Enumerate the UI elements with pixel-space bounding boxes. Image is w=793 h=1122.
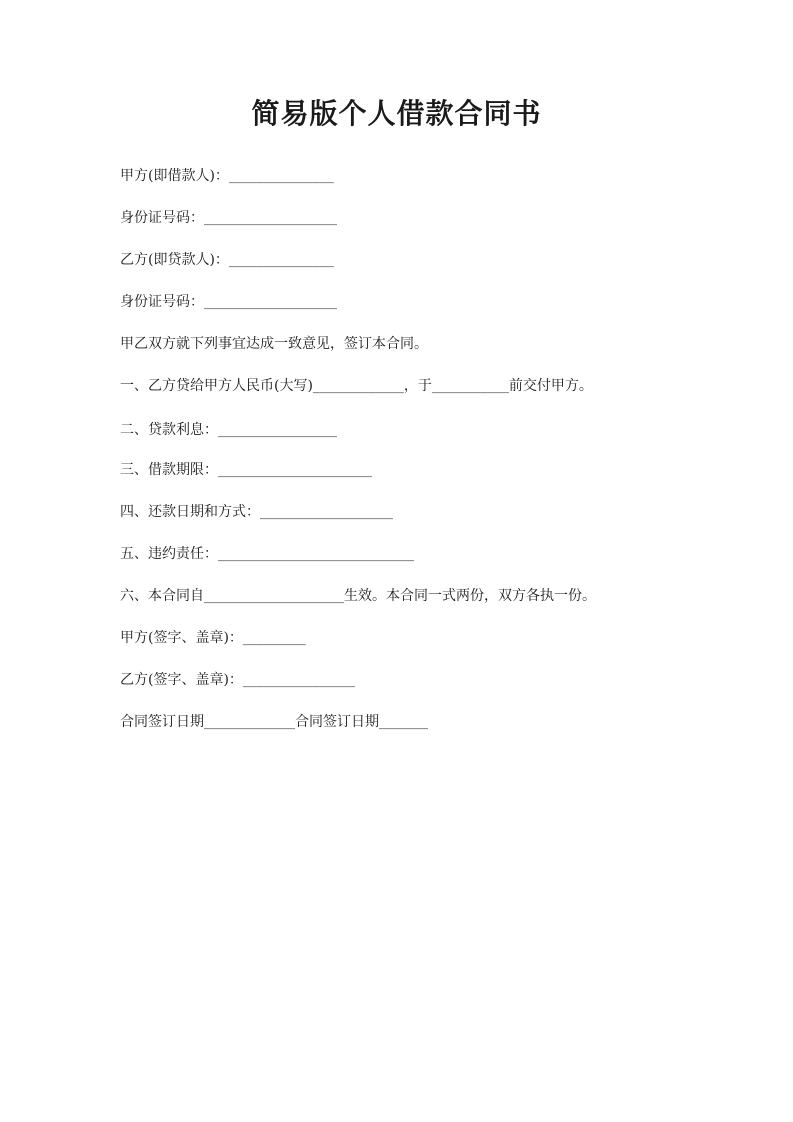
- clause-liability: 五、违约责任：____________________________: [120, 546, 414, 562]
- clause-effective: 六、本合同自____________________生效。本合同一式两份，双方各执一份。: [120, 588, 596, 604]
- borrower-field: 甲方(即借款人)：_______________: [120, 168, 334, 184]
- signing-date: 合同签订日期_____________合同签订日期_______: [120, 714, 428, 730]
- borrower-id-field: 身份证号码：___________________: [120, 210, 337, 226]
- agreement-statement: 甲乙双方就下列事宜达成一致意见，签订本合同。: [120, 336, 428, 352]
- document-title: 简易版个人借款合同书: [251, 97, 542, 130]
- lender-id-field: 身份证号码：___________________: [120, 294, 337, 310]
- borrower-signature: 甲方(签字、盖章)：_________: [120, 630, 306, 646]
- lender-signature: 乙方(签字、盖章)：________________: [120, 672, 355, 688]
- lender-field: 乙方(即贷款人)：_______________: [120, 252, 334, 268]
- clause-interest: 二、贷款利息：_________________: [120, 422, 337, 438]
- clause-repayment: 四、还款日期和方式：___________________: [120, 504, 393, 520]
- clause-loan-amount: 一、乙方贷给甲方人民币(大写)_____________，于___________前交付甲方。: [120, 378, 593, 394]
- clause-term: 三、借款期限：______________________: [120, 462, 372, 478]
